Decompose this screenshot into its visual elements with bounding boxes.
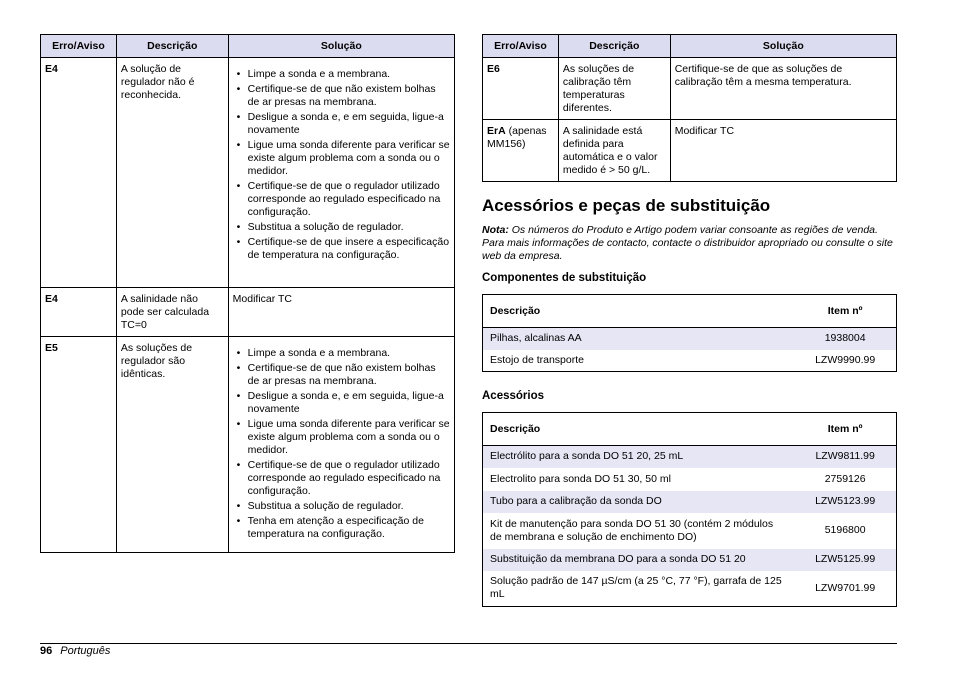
page-number: 96	[40, 645, 53, 657]
table-row	[41, 58, 455, 288]
error-solution	[228, 337, 454, 553]
page-footer	[40, 644, 110, 658]
error-description: As soluções de calibração têm temperaturas diferentes.	[558, 58, 670, 120]
error-code: E5	[41, 337, 117, 553]
table-row: Pilhas, alcalinas AA 1938004	[483, 328, 897, 350]
solution-item: • Ligue uma sonda diferente para verificar se existe algum problema com a sonda ou o medidor.	[233, 418, 450, 457]
replacement-table	[482, 294, 897, 372]
solution-item: • Certifique-se de que não existem bolhas de ar presas na membrana.	[233, 362, 450, 388]
error-solution	[228, 58, 454, 288]
header-item: Item nº	[794, 295, 896, 328]
table-row: Tubo para a calibração da sonda DO LZW5123.99	[483, 491, 897, 513]
replacement-title: Componentes de substituição	[482, 272, 647, 284]
error-description: A salinidade está definida para automática e o valor medido é > 50 g/L.	[558, 120, 670, 182]
table-header-row	[483, 35, 897, 58]
header-solucao: Solução	[228, 35, 454, 58]
error-code: E4	[41, 58, 117, 288]
table-row	[41, 288, 455, 337]
header-item: Item nº	[794, 413, 896, 446]
error-solution: Modificar TC	[670, 120, 896, 182]
header-erro: Erro/Aviso	[483, 35, 559, 58]
table-header-row	[41, 35, 455, 58]
footer-divider	[40, 643, 897, 644]
accessories-table	[482, 412, 897, 607]
error-solution: Modificar TC	[228, 288, 454, 337]
header-descricao: Descrição	[483, 413, 795, 446]
table-row: Solução padrão de 147 µS/cm (a 25 °C, 77 °F), garrafa de 125 mL LZW9701.99	[490, 575, 876, 601]
error-description: A solução de regulador não é reconhecida.	[116, 58, 228, 288]
footer-language: Português	[60, 645, 111, 657]
accessories-title: Acessórios	[482, 390, 545, 402]
error-code: E4	[41, 288, 117, 337]
solution-item: • Certifique-se de que não existem bolhas de ar presas na membrana.	[233, 83, 450, 109]
table-header-row	[483, 295, 897, 328]
table-row	[41, 337, 455, 553]
error-table-right	[482, 34, 897, 182]
header-solucao: Solução	[670, 35, 896, 58]
error-solution: Certifique-se de que as soluções de calibração têm a mesma temperatura.	[670, 58, 896, 120]
header-descricao: Descrição	[483, 295, 795, 328]
solution-item: • Limpe a sonda e a membrana.	[233, 347, 450, 360]
solution-item: • Desligue a sonda e, e em seguida, ligue-a novamente	[233, 111, 450, 137]
table-header-row	[483, 413, 897, 446]
note-paragraph	[482, 224, 896, 263]
table-row: Kit de manutenção para sonda DO 51 30 (contém 2 módulos de membrana e solução de enchimento DO) 5196800	[490, 517, 866, 543]
error-description: A salinidade não pode ser calculada TC=0	[116, 288, 228, 337]
table-row: Substituição da membrana DO para a sonda DO 51 20 LZW5125.99	[483, 549, 897, 571]
error-code: ErA (apenas MM156)	[483, 120, 559, 182]
section-title: Acessórios e peças de substituição	[482, 196, 771, 215]
solution-item: • Ligue uma sonda diferente para verificar se existe algum problema com a sonda ou o medidor.	[233, 139, 450, 178]
error-code: E6	[483, 58, 559, 120]
header-descricao: Descrição	[116, 35, 228, 58]
note-label: Nota:	[482, 224, 509, 236]
note-text: Os números do Produto e Artigo podem variar consoante as regiões de venda. Para mais informações de contacto, contacte o distribuidor apropriado ou consulte o site web da empresa.	[482, 224, 893, 262]
solution-item: • Desligue a sonda e, e em seguida, ligue-a novamente	[233, 390, 450, 416]
table-row: Estojo de transporte LZW9990.99	[490, 353, 876, 366]
solution-item: • Substitua a solução de regulador.	[233, 500, 450, 513]
error-table-left	[40, 34, 455, 553]
table-row: Electrólito para a sonda DO 51 20, 25 mL LZW9811.99	[483, 446, 897, 468]
header-descricao: Descrição	[558, 35, 670, 58]
solution-item: • Certifique-se de que insere a especificação de temperatura na configuração.	[233, 236, 450, 262]
table-row	[483, 58, 897, 120]
solution-item: • Tenha em atenção a especificação de temperatura na configuração.	[233, 515, 450, 541]
error-description: As soluções de regulador são idênticas.	[116, 337, 228, 553]
solution-item: • Certifique-se de que o regulador utilizado corresponde ao regulado especificado na configuração.	[233, 180, 450, 219]
table-row	[483, 120, 897, 182]
solution-item: • Substitua a solução de regulador.	[233, 221, 450, 234]
solution-item: • Certifique-se de que o regulador utilizado corresponde ao regulado especificado na configuração.	[233, 459, 450, 498]
header-erro: Erro/Aviso	[41, 35, 117, 58]
solution-item: • Limpe a sonda e a membrana.	[233, 68, 450, 81]
table-row: Electrolito para sonda DO 51 30, 50 ml 2759126	[490, 472, 866, 485]
